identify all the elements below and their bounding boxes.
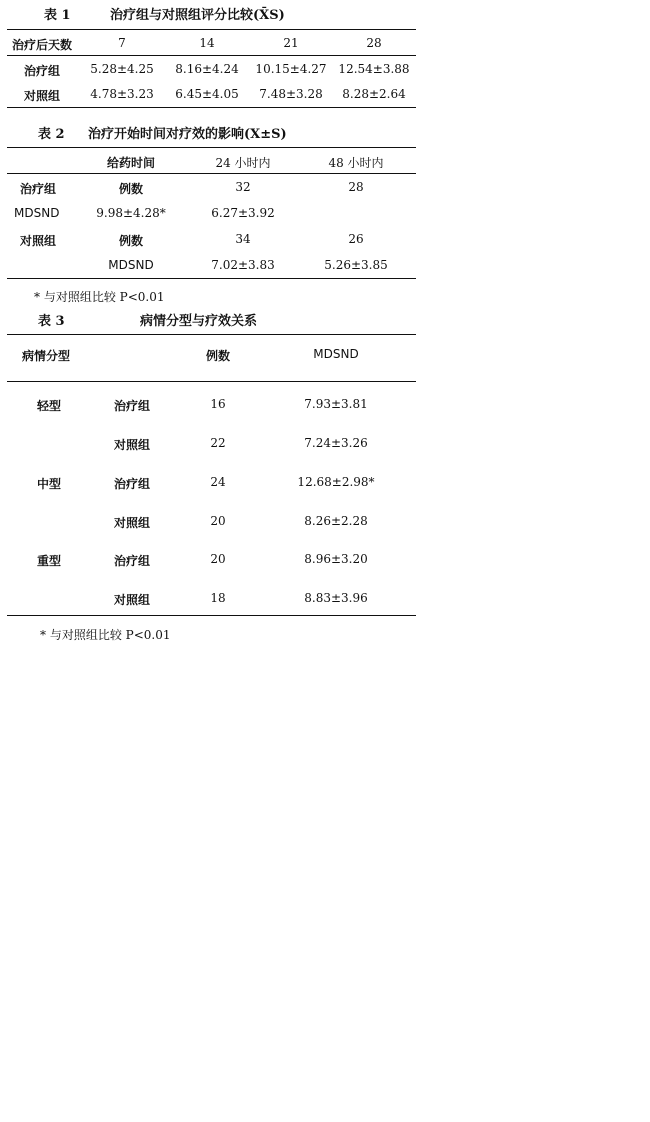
- table2-row-label: 对照组: [20, 234, 57, 248]
- table3-header-cell: MDSND: [313, 347, 359, 361]
- table2-cell: 例数: [118, 234, 144, 248]
- table3-group-label: 治疗组: [114, 477, 151, 491]
- table2-cell: 6.27±3.92: [211, 206, 275, 220]
- table2-label: 表 2: [38, 127, 65, 142]
- table3-header-rule: [7, 381, 416, 382]
- table1-label: 表 1: [44, 8, 71, 23]
- table2-header-cell: 48 小时内: [328, 156, 384, 170]
- table2-header-cell: 给药时间: [106, 156, 156, 170]
- table3-type-label: 重型: [37, 554, 62, 568]
- table3-top-rule: [7, 334, 416, 335]
- table1-cell: 8.28±2.64: [342, 87, 406, 101]
- table2-cell: MDSND: [108, 258, 154, 272]
- table3-label: 表 3: [38, 314, 65, 329]
- table1-header-rule: [7, 55, 416, 56]
- table3-cell: 20: [210, 514, 226, 528]
- table2-row-label: MDSND: [14, 206, 60, 220]
- table3-group-label: 对照组: [114, 438, 151, 452]
- table1-cell: 7.48±3.28: [259, 87, 323, 101]
- table1-cell: 5.28±4.25: [90, 62, 154, 76]
- table1-header-cell: 28: [366, 36, 382, 50]
- table3-cell: 7.93±3.81: [304, 397, 368, 411]
- table3-group-label: 治疗组: [114, 399, 151, 413]
- table1-header-cell: 14: [199, 36, 215, 50]
- table2-cell: 28: [348, 180, 364, 194]
- table2-cell: 7.02±3.83: [211, 258, 275, 272]
- table3-cell: 24: [210, 475, 226, 489]
- table3-header-cell: 例数: [205, 349, 231, 363]
- table2-cell: 32: [235, 180, 251, 194]
- table2-title: 治疗开始时间对疗效的影响(X±S): [88, 127, 287, 142]
- table3-group-label: 治疗组: [114, 554, 151, 568]
- table1-cell: 8.16±4.24: [175, 62, 239, 76]
- table1-row-label: 治疗组: [24, 64, 61, 78]
- table3-cell: 8.83±3.96: [304, 591, 368, 605]
- table2-cell: 例数: [118, 182, 144, 196]
- table2-bottom-rule: [7, 278, 416, 279]
- table1-header-cell: 7: [118, 36, 126, 50]
- table3-group-label: 对照组: [114, 593, 151, 607]
- table3-cell: 16: [210, 397, 226, 411]
- table1-cell: 10.15±4.27: [255, 62, 327, 76]
- table1-cell: 6.45±4.05: [175, 87, 239, 101]
- table3-cell: 7.24±3.26: [304, 436, 368, 450]
- table3-cell: 20: [210, 552, 226, 566]
- table3-header-cell: 病情分型: [22, 349, 71, 363]
- table2-header-cell: 24 小时内: [215, 156, 271, 170]
- table3-group-label: 对照组: [114, 516, 151, 530]
- table2-header-rule: [7, 173, 416, 174]
- table3-cell: 22: [210, 436, 226, 450]
- table1-header-cell: 21: [283, 36, 299, 50]
- table2-top-rule: [7, 147, 416, 148]
- table3-type-label: 中型: [37, 477, 62, 491]
- table2-cell: 9.98±4.28*: [96, 206, 166, 220]
- table2-footnote: * 与对照组比较 P<0.01: [34, 290, 165, 304]
- table2-cell: 34: [235, 232, 251, 246]
- table1-header-cell: 治疗后天数: [12, 38, 73, 52]
- table1-bottom-rule: [7, 107, 416, 108]
- table1-cell: 12.54±3.88: [338, 62, 410, 76]
- table3-type-label: 轻型: [37, 399, 62, 413]
- table1-row-label: 对照组: [24, 89, 61, 103]
- table3-footnote: * 与对照组比较 P<0.01: [40, 628, 171, 642]
- table1-title: 治疗组与对照组评分比较(X̄S): [110, 8, 285, 23]
- table1-top-rule: [7, 29, 416, 30]
- table3-bottom-rule: [7, 615, 416, 616]
- table3-cell: 12.68±2.98*: [297, 475, 375, 489]
- table3-cell: 8.96±3.20: [304, 552, 368, 566]
- table2-cell: 5.26±3.85: [324, 258, 388, 272]
- table2-cell: 26: [348, 232, 364, 246]
- table2-row-label: 治疗组: [20, 182, 57, 196]
- table3-cell: 18: [210, 591, 226, 605]
- table3-cell: 8.26±2.28: [304, 514, 368, 528]
- table3-title: 病情分型与疗效关系: [140, 314, 258, 329]
- table1-cell: 4.78±3.23: [90, 87, 154, 101]
